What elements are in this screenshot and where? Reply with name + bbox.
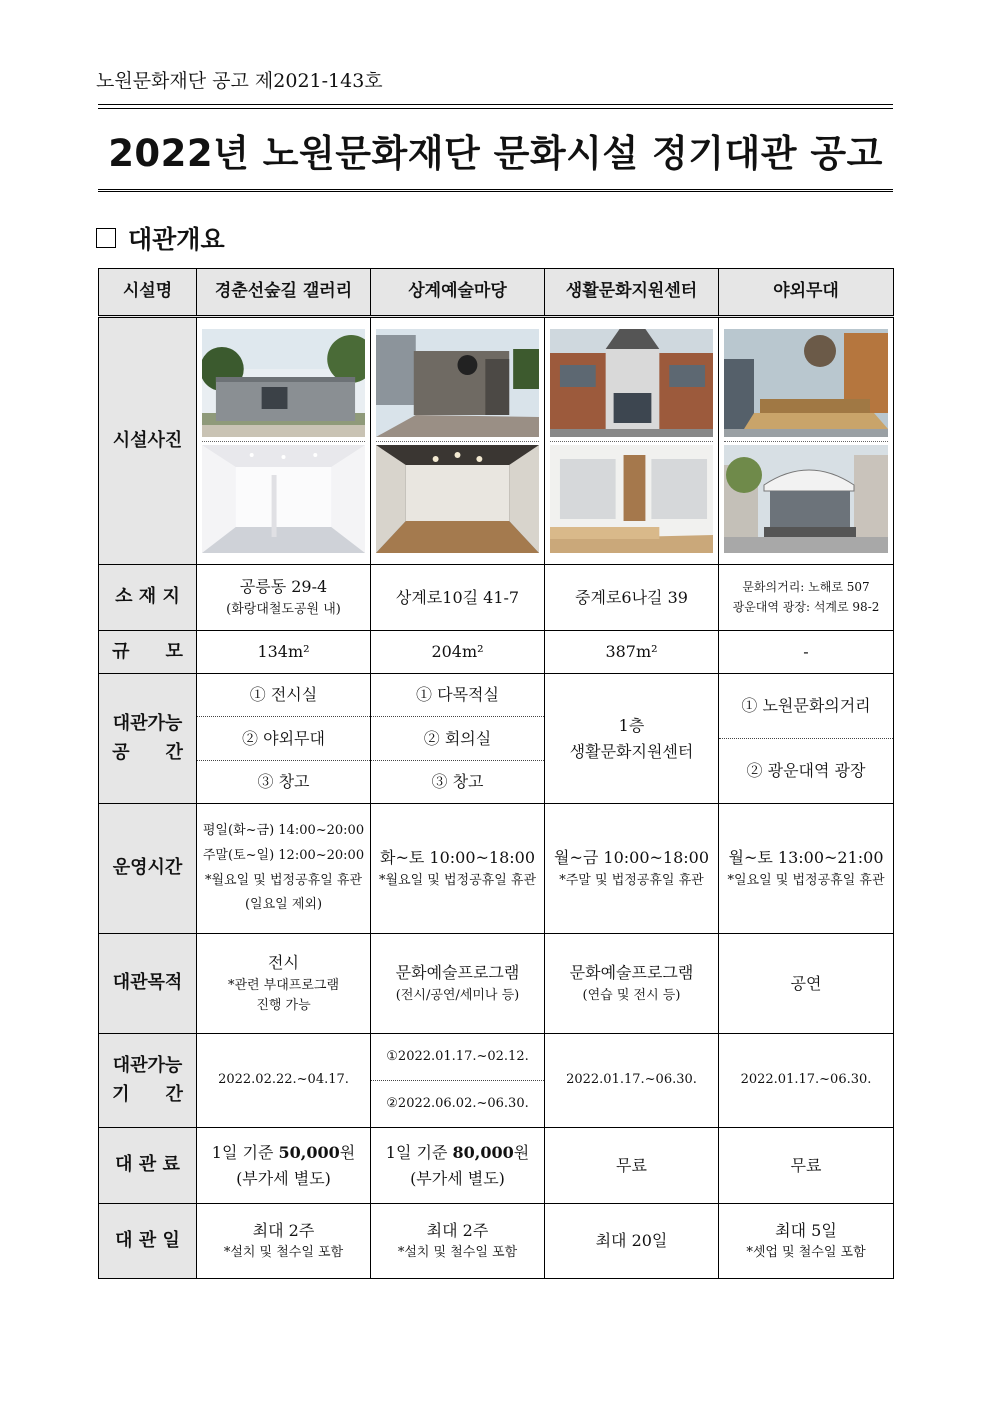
space-center-floor: 1층 — [618, 715, 645, 735]
purpose-row — [99, 934, 894, 1034]
purpose-sanggye — [371, 934, 545, 1034]
scale-sanggye: 204m² — [371, 631, 545, 674]
fee-gallery-amount: 1일 기준 50,000원 — [211, 1142, 356, 1162]
label-period-line2: 기 간 — [112, 1083, 183, 1105]
sanggye-interior-photo — [376, 445, 539, 553]
label-space — [99, 674, 197, 804]
purpose-gallery-note: *관련 부대프로그램 — [227, 977, 340, 993]
purpose-center-note: (연습 및 전시 등) — [582, 987, 681, 1003]
space-sanggye-1: ① 다목적실 — [371, 674, 545, 717]
header-facility-name: 시설명 — [99, 269, 197, 317]
center-photos — [545, 317, 719, 565]
days-outdoor-note: *셋업 및 철수일 포함 — [746, 1245, 866, 1261]
hours-gallery-weekday: 평일(화~금) 14:00~20:00 — [202, 823, 365, 839]
purpose-center — [545, 934, 719, 1034]
period-sanggye-2: ②2022.06.02.~06.30. — [371, 1081, 545, 1128]
location-outdoor — [719, 565, 894, 631]
gallery-interior-photo — [202, 445, 365, 553]
header-center: 생활문화지원센터 — [545, 269, 719, 317]
section-heading — [96, 220, 225, 256]
label-purpose: 대관목적 — [99, 934, 197, 1034]
hours-sanggye — [371, 804, 545, 934]
outdoor-photos — [719, 317, 894, 565]
label-hours: 운영시간 — [99, 804, 197, 934]
period-outdoor: 2022.01.17.~06.30. — [719, 1034, 894, 1128]
gallery-exterior-photo — [202, 329, 365, 437]
space-sanggye-2: ② 회의실 — [371, 717, 545, 761]
purpose-outdoor: 공연 — [719, 934, 894, 1034]
space-center — [545, 674, 719, 804]
period-center: 2022.01.17.~06.30. — [545, 1034, 719, 1128]
center-interior-photo — [550, 445, 713, 553]
space-outdoor — [719, 674, 894, 804]
hours-outdoor-closed: *일요일 및 법정공휴일 휴관 — [727, 872, 885, 888]
scale-gallery: 134m² — [197, 631, 371, 674]
fee-outdoor: 무료 — [719, 1128, 894, 1204]
hours-sanggye-time: 화~토 10:00~18:00 — [379, 848, 536, 868]
days-outdoor-max: 최대 5일 — [775, 1220, 837, 1240]
days-gallery-note: *설치 및 철수일 포함 — [223, 1245, 344, 1261]
label-photo: 시설사진 — [99, 317, 197, 565]
space-center-name: 생활문화지원센터 — [569, 741, 694, 761]
days-sanggye-max: 최대 2주 — [426, 1220, 489, 1240]
facility-table — [98, 268, 894, 1279]
fee-gallery — [197, 1128, 371, 1204]
outdoor-stage2-photo — [724, 445, 888, 553]
label-location: 소 재 지 — [99, 565, 197, 631]
location-row — [99, 565, 894, 631]
header-outdoor: 야외무대 — [719, 269, 894, 317]
fee-sanggye-note: (부가세 별도) — [410, 1168, 505, 1188]
hours-center — [545, 804, 719, 934]
sanggye-photos — [371, 317, 545, 565]
space-gallery-3: ③ 창고 — [197, 761, 371, 804]
hours-gallery-weekend: 주말(토~일) 12:00~20:00 — [202, 847, 365, 863]
period-row-1 — [99, 1034, 894, 1081]
fee-center: 무료 — [545, 1128, 719, 1204]
space-outdoor-1: ① 노원문화의거리 — [719, 674, 893, 739]
space-gallery-1: ① 전시실 — [197, 674, 371, 717]
days-gallery-max: 최대 2주 — [252, 1220, 315, 1240]
page-title: 2022년 노원문화재단 문화시설 정기대관 공고 — [108, 132, 883, 175]
days-sanggye — [371, 1204, 545, 1279]
hours-sanggye-closed: *월요일 및 법정공휴일 휴관 — [378, 872, 537, 888]
notice-number: 노원문화재단 공고 제2021-143호 — [96, 70, 383, 92]
location-gallery-note: (화랑대철도공원 내) — [226, 601, 341, 617]
purpose-gallery-note2: 진행 가능 — [256, 998, 311, 1014]
label-period — [99, 1034, 197, 1128]
checkbox-square-icon — [96, 228, 116, 248]
title-frame — [98, 104, 893, 192]
hours-center-closed: *주말 및 법정공휴일 휴관 — [559, 872, 704, 888]
header-row — [99, 269, 894, 317]
scale-center: 387m² — [545, 631, 719, 674]
period-sanggye-1: ①2022.01.17.~02.12. — [371, 1034, 545, 1081]
days-outdoor — [719, 1204, 894, 1279]
days-row — [99, 1204, 894, 1279]
center-exterior-photo — [550, 329, 713, 437]
location-sanggye: 상계로10길 41-7 — [371, 565, 545, 631]
hours-center-time: 월~금 10:00~18:00 — [553, 848, 710, 868]
space-outdoor-2: ② 광운대역 광장 — [746, 761, 866, 780]
period-gallery: 2022.02.22.~04.17. — [197, 1034, 371, 1128]
purpose-sanggye-main: 문화예술프로그램 — [395, 963, 520, 983]
section-title: 대관개요 — [128, 225, 225, 254]
hours-gallery-except: (일요일 제외) — [244, 897, 323, 913]
gallery-photos — [197, 317, 371, 565]
location-outdoor-street: 문화의거리: 노해로 507 — [742, 580, 870, 595]
label-period-line1: 대관가능 — [112, 1054, 183, 1076]
label-fee: 대 관 료 — [99, 1128, 197, 1204]
fee-sanggye — [371, 1128, 545, 1204]
purpose-center-main: 문화예술프로그램 — [569, 963, 694, 983]
days-center: 최대 20일 — [545, 1204, 719, 1279]
scale-row — [99, 631, 894, 674]
hours-row — [99, 804, 894, 934]
hours-gallery — [197, 804, 371, 934]
location-gallery-address: 공릉동 29-4 — [239, 577, 328, 597]
sanggye-exterior-photo — [376, 329, 539, 437]
header-sanggye: 상계예술마당 — [371, 269, 545, 317]
space-gallery-2: ② 야외무대 — [197, 717, 371, 761]
hours-gallery-closed: *월요일 및 법정공휴일 휴관 — [204, 872, 363, 888]
label-space-line2: 공 간 — [112, 741, 183, 763]
purpose-gallery — [197, 934, 371, 1034]
scale-outdoor: - — [719, 631, 894, 674]
location-center: 중계로6나길 39 — [545, 565, 719, 631]
hours-outdoor-time: 월~토 13:00~21:00 — [728, 848, 884, 868]
space-sanggye-3: ③ 창고 — [371, 761, 545, 804]
fee-row — [99, 1128, 894, 1204]
space-row-1 — [99, 674, 894, 717]
label-scale: 규 모 — [99, 631, 197, 674]
location-outdoor-plaza: 광운대역 광장: 석계로 98-2 — [732, 599, 880, 614]
location-gallery — [197, 565, 371, 631]
hours-outdoor — [719, 804, 894, 934]
days-gallery — [197, 1204, 371, 1279]
outdoor-stage1-photo — [724, 329, 888, 437]
header-gallery: 경춘선숲길 갤러리 — [197, 269, 371, 317]
photo-row — [99, 317, 894, 565]
label-days: 대 관 일 — [99, 1204, 197, 1279]
days-sanggye-note: *설치 및 철수일 포함 — [397, 1245, 518, 1261]
purpose-sanggye-note: (전시/공연/세미나 등) — [395, 987, 520, 1003]
purpose-gallery-main: 전시 — [268, 952, 299, 972]
fee-gallery-note: (부가세 별도) — [236, 1168, 331, 1188]
label-space-line1: 대관가능 — [112, 712, 183, 734]
fee-sanggye-amount: 1일 기준 80,000원 — [385, 1142, 530, 1162]
